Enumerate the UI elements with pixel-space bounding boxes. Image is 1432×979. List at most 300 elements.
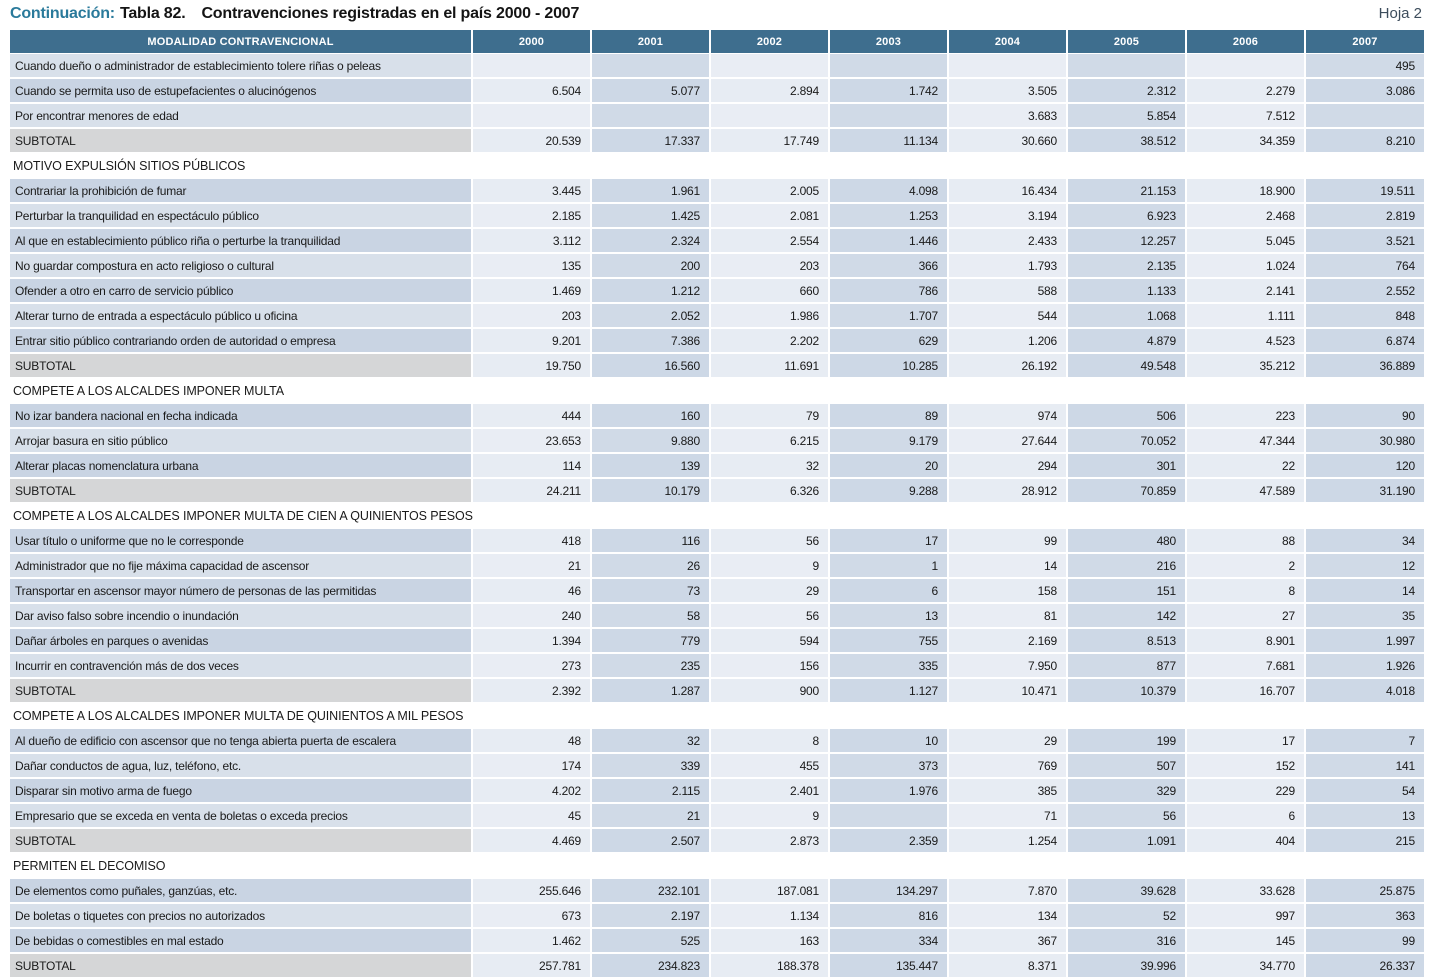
section-title: COMPETE A LOS ALCALDES IMPONER MULTA: [10, 378, 1424, 403]
value-cell-2007: 7: [1305, 728, 1424, 753]
row-label: Ofender a otro en carro de servicio público: [10, 278, 472, 303]
value-cell-2004: 158: [948, 578, 1067, 603]
subtotal-label: SUBTOTAL: [10, 353, 472, 378]
table-body: [10, 54, 1424, 979]
value-cell-2003: 334: [829, 928, 948, 953]
value-cell-2000: 1.394: [472, 628, 591, 653]
value-cell-2001: 2.324: [591, 228, 710, 253]
value-cell-2002: 8: [710, 728, 829, 753]
value-cell-2004: 71: [948, 803, 1067, 828]
value-cell-2004: 3.505: [948, 78, 1067, 103]
value-cell-2005: 4.879: [1067, 328, 1186, 353]
value-cell-2001: 235: [591, 653, 710, 678]
value-cell-2004: 385: [948, 778, 1067, 803]
table-row: [10, 553, 1424, 578]
value-cell-2004: 27.644: [948, 428, 1067, 453]
row-label: Empresario que se exceda en venta de boletas o exceda precios: [10, 803, 472, 828]
value-cell-2000: 240: [472, 603, 591, 628]
value-cell-2002: 203: [710, 253, 829, 278]
subtotal-label: SUBTOTAL: [10, 953, 472, 978]
value-cell-2000: 24.211: [472, 478, 591, 503]
table-row: [10, 728, 1424, 753]
value-cell-2002: 29: [710, 578, 829, 603]
value-cell-2001: 2.197: [591, 903, 710, 928]
value-cell-2001: 10.179: [591, 478, 710, 503]
table-row: [10, 178, 1424, 203]
value-cell-2002: 6.326: [710, 478, 829, 503]
value-cell-2005: 1.091: [1067, 828, 1186, 853]
row-label: Entrar sitio público contrariando orden de autoridad o empresa: [10, 328, 472, 353]
value-cell-2003: 9.179: [829, 428, 948, 453]
value-cell-2006: 47.589: [1186, 478, 1305, 503]
value-cell-2006: 22: [1186, 453, 1305, 478]
value-cell-2003: 13: [829, 603, 948, 628]
value-cell-2002: 187.081: [710, 878, 829, 903]
row-label: De boletas o tiquetes con precios no autorizados: [10, 903, 472, 928]
value-cell-2002: 11.691: [710, 353, 829, 378]
value-cell-2005: 329: [1067, 778, 1186, 803]
value-cell-2006: 6: [1186, 803, 1305, 828]
table-row: [10, 278, 1424, 303]
value-cell-2007: 6.874: [1305, 328, 1424, 353]
value-cell-2006: 145: [1186, 928, 1305, 953]
subtotal-row: [10, 128, 1424, 153]
value-cell-2004: 29: [948, 728, 1067, 753]
value-cell-2004: 26.192: [948, 353, 1067, 378]
value-cell-2001: 73: [591, 578, 710, 603]
value-cell-2002: [710, 103, 829, 128]
row-label: Disparar sin motivo arma de fuego: [10, 778, 472, 803]
row-label: Dar aviso falso sobre incendio o inundación: [10, 603, 472, 628]
value-cell-2005: 70.052: [1067, 428, 1186, 453]
value-cell-2003: 335: [829, 653, 948, 678]
value-cell-2007: 2.819: [1305, 203, 1424, 228]
value-cell-2006: 8.901: [1186, 628, 1305, 653]
value-cell-2000: 19.750: [472, 353, 591, 378]
value-cell-2000: 444: [472, 403, 591, 428]
value-cell-2000: 9.201: [472, 328, 591, 353]
subtotal-row: [10, 828, 1424, 853]
value-cell-2006: 152: [1186, 753, 1305, 778]
value-cell-2001: 234.823: [591, 953, 710, 978]
value-cell-2002: 1.134: [710, 903, 829, 928]
value-cell-2007: 1.997: [1305, 628, 1424, 653]
value-cell-2001: 17.337: [591, 128, 710, 153]
value-cell-2003: 1.707: [829, 303, 948, 328]
value-cell-2005: 39.996: [1067, 953, 1186, 978]
value-cell-2005: 6.923: [1067, 203, 1186, 228]
value-cell-2007: 35: [1305, 603, 1424, 628]
row-label: No izar bandera nacional en fecha indicada: [10, 403, 472, 428]
value-cell-2006: 404: [1186, 828, 1305, 853]
value-cell-2004: 367: [948, 928, 1067, 953]
value-cell-2000: 2.185: [472, 203, 591, 228]
value-cell-2001: 58: [591, 603, 710, 628]
section-title: COMPETE A LOS ALCALDES IMPONER MULTA DE CIEN A QUINIENTOS PESOS: [10, 503, 1424, 528]
value-cell-2007: 90: [1305, 403, 1424, 428]
table-row: [10, 103, 1424, 128]
table-row: [10, 778, 1424, 803]
subtotal-label: SUBTOTAL: [10, 678, 472, 703]
value-cell-2006: 5.045: [1186, 228, 1305, 253]
col-header-2001: 2001: [591, 30, 710, 54]
section-header-row: [10, 703, 1424, 728]
value-cell-2001: 21: [591, 803, 710, 828]
value-cell-2002: 79: [710, 403, 829, 428]
value-cell-2000: 203: [472, 303, 591, 328]
subtotal-row: [10, 353, 1424, 378]
value-cell-2004: 134: [948, 903, 1067, 928]
value-cell-2006: 16.707: [1186, 678, 1305, 703]
value-cell-2000: 2.392: [472, 678, 591, 703]
row-label: Cuando dueño o administrador de establecimiento tolere riñas o peleas: [10, 54, 472, 79]
value-cell-2007: 54: [1305, 778, 1424, 803]
table-row: [10, 528, 1424, 553]
value-cell-2006: 2.141: [1186, 278, 1305, 303]
title-table-name: Contravenciones registradas en el país 2000 - 2007: [201, 5, 580, 22]
row-label: Transportar en ascensor mayor número de personas de las permitidas: [10, 578, 472, 603]
row-label: Administrador que no fije máxima capacidad de ascensor: [10, 553, 472, 578]
value-cell-2005: 151: [1067, 578, 1186, 603]
value-cell-2004: 3.683: [948, 103, 1067, 128]
row-label: Alterar placas nomenclatura urbana: [10, 453, 472, 478]
section-header-row: [10, 503, 1424, 528]
table-row: [10, 253, 1424, 278]
value-cell-2001: 160: [591, 403, 710, 428]
value-cell-2002: 188.378: [710, 953, 829, 978]
value-cell-2006: 88: [1186, 528, 1305, 553]
value-cell-2001: 1.212: [591, 278, 710, 303]
value-cell-2003: 10.285: [829, 353, 948, 378]
table-row: [10, 753, 1424, 778]
value-cell-2006: 34.770: [1186, 953, 1305, 978]
value-cell-2007: 14: [1305, 578, 1424, 603]
value-cell-2004: 7.950: [948, 653, 1067, 678]
value-cell-2001: 16.560: [591, 353, 710, 378]
table-row: [10, 578, 1424, 603]
value-cell-2003: 20: [829, 453, 948, 478]
value-cell-2004: 1.254: [948, 828, 1067, 853]
section-title: COMPETE A LOS ALCALDES IMPONER MULTA DE QUINIENTOS A MIL PESOS: [10, 703, 1424, 728]
value-cell-2002: 2.081: [710, 203, 829, 228]
value-cell-2005: 12.257: [1067, 228, 1186, 253]
value-cell-2002: 2.005: [710, 178, 829, 203]
value-cell-2003: 134.297: [829, 878, 948, 903]
row-label: Usar título o uniforme que no le corresponde: [10, 528, 472, 553]
value-cell-2007: 848: [1305, 303, 1424, 328]
value-cell-2003: [829, 103, 948, 128]
value-cell-2007: [1305, 103, 1424, 128]
title-continuation-label: Continuación:: [10, 5, 115, 22]
value-cell-2001: 2.115: [591, 778, 710, 803]
value-cell-2003: 9.288: [829, 478, 948, 503]
value-cell-2002: 156: [710, 653, 829, 678]
value-cell-2000: 3.112: [472, 228, 591, 253]
value-cell-2007: 25.875: [1305, 878, 1424, 903]
value-cell-2001: 7.386: [591, 328, 710, 353]
value-cell-2007: 120: [1305, 453, 1424, 478]
value-cell-2005: 2.135: [1067, 253, 1186, 278]
value-cell-2003: 1.127: [829, 678, 948, 703]
value-cell-2003: 2.359: [829, 828, 948, 853]
value-cell-2001: 116: [591, 528, 710, 553]
value-cell-2003: 11.134: [829, 128, 948, 153]
table-row: [10, 903, 1424, 928]
table-row: [10, 653, 1424, 678]
table-row: [10, 403, 1424, 428]
value-cell-2004: 974: [948, 403, 1067, 428]
value-cell-2004: 10.471: [948, 678, 1067, 703]
value-cell-2003: 755: [829, 628, 948, 653]
value-cell-2002: 2.202: [710, 328, 829, 353]
row-label: Al que en establecimiento público riña o perturbe la tranquilidad: [10, 228, 472, 253]
value-cell-2006: 1.024: [1186, 253, 1305, 278]
value-cell-2001: 779: [591, 628, 710, 653]
col-header-2003: 2003: [829, 30, 948, 54]
value-cell-2006: [1186, 54, 1305, 79]
value-cell-2005: 2.312: [1067, 78, 1186, 103]
value-cell-2002: 2.401: [710, 778, 829, 803]
value-cell-2000: 418: [472, 528, 591, 553]
value-cell-2000: 48: [472, 728, 591, 753]
value-cell-2000: 4.202: [472, 778, 591, 803]
value-cell-2006: 33.628: [1186, 878, 1305, 903]
subtotal-row: [10, 478, 1424, 503]
value-cell-2007: 36.889: [1305, 353, 1424, 378]
value-cell-2003: 17: [829, 528, 948, 553]
value-cell-2000: 1.462: [472, 928, 591, 953]
value-cell-2005: 877: [1067, 653, 1186, 678]
col-header-2004: 2004: [948, 30, 1067, 54]
value-cell-2003: 1.253: [829, 203, 948, 228]
value-cell-2003: 786: [829, 278, 948, 303]
value-cell-2001: 2.507: [591, 828, 710, 853]
value-cell-2002: [710, 54, 829, 79]
value-cell-2006: 35.212: [1186, 353, 1305, 378]
value-cell-2007: 495: [1305, 54, 1424, 79]
row-label: Por encontrar menores de edad: [10, 103, 472, 128]
section-header-row: [10, 853, 1424, 878]
value-cell-2004: 588: [948, 278, 1067, 303]
page-title: [10, 5, 579, 23]
value-cell-2000: 21: [472, 553, 591, 578]
row-label: De bebidas o comestibles en mal estado: [10, 928, 472, 953]
value-cell-2005: 10.379: [1067, 678, 1186, 703]
value-cell-2004: 99: [948, 528, 1067, 553]
value-cell-2000: 257.781: [472, 953, 591, 978]
value-cell-2007: 12: [1305, 553, 1424, 578]
value-cell-2000: 255.646: [472, 878, 591, 903]
value-cell-2005: 49.548: [1067, 353, 1186, 378]
value-cell-2004: 16.434: [948, 178, 1067, 203]
value-cell-2001: [591, 54, 710, 79]
value-cell-2000: 273: [472, 653, 591, 678]
value-cell-2005: 21.153: [1067, 178, 1186, 203]
value-cell-2005: 199: [1067, 728, 1186, 753]
value-cell-2000: 1.469: [472, 278, 591, 303]
value-cell-2001: 1.425: [591, 203, 710, 228]
value-cell-2007: 30.980: [1305, 428, 1424, 453]
table-row: [10, 203, 1424, 228]
value-cell-2005: 480: [1067, 528, 1186, 553]
table-row: [10, 803, 1424, 828]
table-row: [10, 428, 1424, 453]
value-cell-2001: 5.077: [591, 78, 710, 103]
value-cell-2002: 900: [710, 678, 829, 703]
value-cell-2004: 769: [948, 753, 1067, 778]
value-cell-2006: 27: [1186, 603, 1305, 628]
row-label: De elementos como puñales, ganzúas, etc.: [10, 878, 472, 903]
row-label: Contrariar la prohibición de fumar: [10, 178, 472, 203]
value-cell-2007: 2.552: [1305, 278, 1424, 303]
value-cell-2005: 316: [1067, 928, 1186, 953]
value-cell-2004: 1.206: [948, 328, 1067, 353]
table-row: [10, 878, 1424, 903]
subtotal-row: [10, 953, 1424, 978]
subtotal-label: SUBTOTAL: [10, 128, 472, 153]
value-cell-2006: 8: [1186, 578, 1305, 603]
value-cell-2001: 1.961: [591, 178, 710, 203]
value-cell-2000: 46: [472, 578, 591, 603]
value-cell-2005: 507: [1067, 753, 1186, 778]
value-cell-2000: [472, 103, 591, 128]
table-row: [10, 453, 1424, 478]
value-cell-2005: 1.133: [1067, 278, 1186, 303]
value-cell-2007: 13: [1305, 803, 1424, 828]
value-cell-2007: 19.511: [1305, 178, 1424, 203]
value-cell-2003: 1.742: [829, 78, 948, 103]
value-cell-2002: 1.986: [710, 303, 829, 328]
value-cell-2002: 163: [710, 928, 829, 953]
value-cell-2002: 455: [710, 753, 829, 778]
value-cell-2007: 3.521: [1305, 228, 1424, 253]
value-cell-2006: 229: [1186, 778, 1305, 803]
table-row: [10, 603, 1424, 628]
value-cell-2001: 232.101: [591, 878, 710, 903]
value-cell-2005: 38.512: [1067, 128, 1186, 153]
row-label: Dañar árboles en parques o avenidas: [10, 628, 472, 653]
value-cell-2001: 1.287: [591, 678, 710, 703]
value-cell-2003: 6: [829, 578, 948, 603]
sheet-number-label: Hoja 2: [1378, 5, 1422, 22]
value-cell-2002: 17.749: [710, 128, 829, 153]
value-cell-2002: 9: [710, 803, 829, 828]
row-label: Alterar turno de entrada a espectáculo público u oficina: [10, 303, 472, 328]
value-cell-2000: 6.504: [472, 78, 591, 103]
value-cell-2005: 1.068: [1067, 303, 1186, 328]
value-cell-2003: [829, 803, 948, 828]
value-cell-2006: 997: [1186, 903, 1305, 928]
value-cell-2006: 34.359: [1186, 128, 1305, 153]
value-cell-2006: 1.111: [1186, 303, 1305, 328]
table-row: [10, 78, 1424, 103]
value-cell-2006: 17: [1186, 728, 1305, 753]
value-cell-2001: 339: [591, 753, 710, 778]
section-header-row: [10, 153, 1424, 178]
value-cell-2002: 56: [710, 528, 829, 553]
value-cell-2000: 3.445: [472, 178, 591, 203]
value-cell-2000: 174: [472, 753, 591, 778]
value-cell-2006: 7.681: [1186, 653, 1305, 678]
row-label: Perturbar la tranquilidad en espectáculo público: [10, 203, 472, 228]
value-cell-2005: 5.854: [1067, 103, 1186, 128]
value-cell-2004: 30.660: [948, 128, 1067, 153]
subtotal-row: [10, 678, 1424, 703]
value-cell-2003: [829, 54, 948, 79]
value-cell-2005: 52: [1067, 903, 1186, 928]
value-cell-2004: 1.793: [948, 253, 1067, 278]
value-cell-2005: 8.513: [1067, 628, 1186, 653]
value-cell-2005: 39.628: [1067, 878, 1186, 903]
row-label: Al dueño de edificio con ascensor que no tenga abierta puerta de escalera: [10, 728, 472, 753]
value-cell-2001: 9.880: [591, 428, 710, 453]
value-cell-2007: 99: [1305, 928, 1424, 953]
section-header-row: [10, 378, 1424, 403]
value-cell-2000: 135: [472, 253, 591, 278]
col-header-2000: 2000: [472, 30, 591, 54]
value-cell-2006: 4.523: [1186, 328, 1305, 353]
col-header-modalidad: MODALIDAD CONTRAVENCIONAL: [10, 30, 472, 54]
value-cell-2003: 373: [829, 753, 948, 778]
value-cell-2005: 70.859: [1067, 478, 1186, 503]
contraventions-table: [10, 30, 1424, 979]
value-cell-2007: 764: [1305, 253, 1424, 278]
table-header-row: [10, 30, 1424, 54]
row-label: Arrojar basura en sitio público: [10, 428, 472, 453]
col-header-2006: 2006: [1186, 30, 1305, 54]
col-header-2007: 2007: [1305, 30, 1424, 54]
value-cell-2006: 2.279: [1186, 78, 1305, 103]
table-row: [10, 928, 1424, 953]
section-title: PERMITEN EL DECOMISO: [10, 853, 1424, 878]
value-cell-2004: 8.371: [948, 953, 1067, 978]
value-cell-2002: 2.894: [710, 78, 829, 103]
value-cell-2002: 32: [710, 453, 829, 478]
title-bar: [10, 3, 1424, 30]
value-cell-2000: 114: [472, 453, 591, 478]
value-cell-2007: 31.190: [1305, 478, 1424, 503]
value-cell-2004: [948, 54, 1067, 79]
value-cell-2005: 301: [1067, 453, 1186, 478]
value-cell-2006: 7.512: [1186, 103, 1305, 128]
value-cell-2002: 660: [710, 278, 829, 303]
value-cell-2004: 7.870: [948, 878, 1067, 903]
section-title: MOTIVO EXPULSIÓN SITIOS PÚBLICOS: [10, 153, 1424, 178]
value-cell-2006: 18.900: [1186, 178, 1305, 203]
value-cell-2003: 629: [829, 328, 948, 353]
col-header-2002: 2002: [710, 30, 829, 54]
value-cell-2002: 594: [710, 628, 829, 653]
value-cell-2007: 8.210: [1305, 128, 1424, 153]
value-cell-2003: 10: [829, 728, 948, 753]
value-cell-2002: 2.873: [710, 828, 829, 853]
value-cell-2004: 14: [948, 553, 1067, 578]
value-cell-2000: 45: [472, 803, 591, 828]
value-cell-2007: 363: [1305, 903, 1424, 928]
value-cell-2004: 81: [948, 603, 1067, 628]
table-row: [10, 628, 1424, 653]
table-row: [10, 54, 1424, 79]
value-cell-2001: 2.052: [591, 303, 710, 328]
value-cell-2003: 816: [829, 903, 948, 928]
value-cell-2006: 2: [1186, 553, 1305, 578]
value-cell-2000: 4.469: [472, 828, 591, 853]
value-cell-2002: 56: [710, 603, 829, 628]
value-cell-2000: 20.539: [472, 128, 591, 153]
value-cell-2002: 6.215: [710, 428, 829, 453]
table-row: [10, 228, 1424, 253]
row-label: Incurrir en contravención más de dos veces: [10, 653, 472, 678]
